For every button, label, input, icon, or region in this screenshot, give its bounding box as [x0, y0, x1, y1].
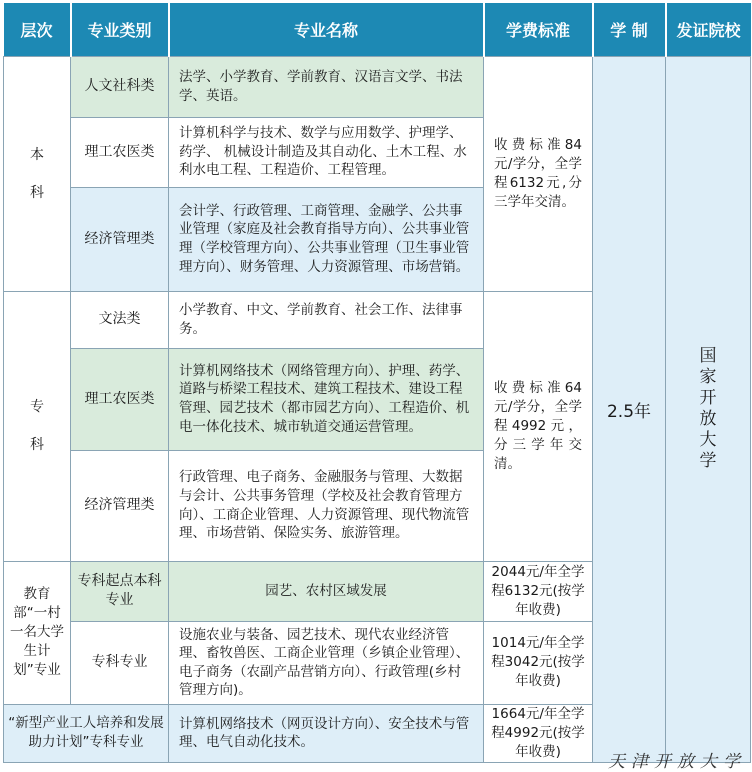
major-cell: 计算机科学与技术、数学与应用数学、护理学、药学、 机械设计制造及其自动化、土木工程、水利水电工程、工程造价、工程管理。: [169, 117, 484, 187]
category-cell: 专科起点本科专业: [71, 561, 169, 621]
category-cell: 专科专业: [71, 621, 169, 704]
category-cell: 理工农医类: [71, 348, 169, 450]
fee-cell: 1014元/年全学程3042元(按学年收费): [484, 621, 593, 704]
category-cell: 人文社科类: [71, 56, 169, 117]
duration-cell: 2.5年: [593, 56, 666, 762]
header-major: 专业名称: [169, 3, 484, 56]
major-cell: 小学教育、中文、学前教育、社会工作、法律事务。: [169, 291, 484, 348]
fee-junior: 收费标准64元/学分，全学程4992元，分三学年交清。: [484, 291, 593, 561]
fee-cell: 1664元/年全学程4992元(按学年收费): [484, 704, 593, 762]
level-village: 教育部“一村一名大学生计划”专业: [4, 561, 71, 704]
major-cell: 会计学、行政管理、工商管理、金融学、公共事业管理（家庭及社会教育指导方向）、公共事业管理（学校管理方向）、公共事业管理（卫生事业管理方向）、财务管理、人力资源管理、市场营销。: [169, 187, 484, 291]
fee-cell: 2044元/年全学程6132元(按学年收费): [484, 561, 593, 621]
program-table: [3, 3, 751, 763]
category-cell: 理工农医类: [71, 117, 169, 187]
header-row: [4, 3, 751, 56]
category-cell: 经济管理类: [71, 187, 169, 291]
header-duration: 学 制: [593, 3, 666, 56]
header-level: 层次: [4, 3, 71, 56]
major-cell: 计算机网络技术（网络管理方向）、护理、药学、道路与桥梁工程技术、建筑工程技术、建设工程管理、园艺技术（都市园艺方向）、工程造价、机电一体化技术、城市轨道交通运营管理。: [169, 348, 484, 450]
fee-undergrad: 收费标准84元/学分，全学程6132元,分三学年交清。: [484, 56, 593, 291]
major-cell: 计算机网络技术（网页设计方向）、安全技术与管理、电气自动化技术。: [169, 704, 484, 762]
watermark-logo: 天津开放大学: [608, 752, 746, 772]
school-cell: 国家开放大学: [666, 56, 751, 762]
category-cell: 经济管理类: [71, 450, 169, 561]
header-school: 发证院校: [666, 3, 751, 56]
level-worker: “新型产业工人培养和发展助力计划”专科专业: [4, 704, 169, 762]
major-cell: 法学、小学教育、学前教育、汉语言文学、书法学、英语。: [169, 56, 484, 117]
header-fee: 学费标准: [484, 3, 593, 56]
level-undergrad: 本科: [4, 56, 71, 291]
level-junior: 专科: [4, 291, 71, 561]
header-category: 专业类别: [71, 3, 169, 56]
major-cell: 园艺、农村区域发展: [169, 561, 484, 621]
major-cell: 设施农业与装备、园艺技术、现代农业经济管理、畜牧兽医、工商企业管理（乡镇企业管理）、电子商务（农副产品营销方向）、行政管理(乡村管理方向)。: [169, 621, 484, 704]
table-row: [4, 56, 751, 117]
major-cell: 行政管理、电子商务、金融服务与管理、大数据与会计、公共事务管理（学校及社会教育管理方向）、工商企业管理、人力资源管理、现代物流管理、市场营销、保险实务、旅游管理。: [169, 450, 484, 561]
category-cell: 文法类: [71, 291, 169, 348]
